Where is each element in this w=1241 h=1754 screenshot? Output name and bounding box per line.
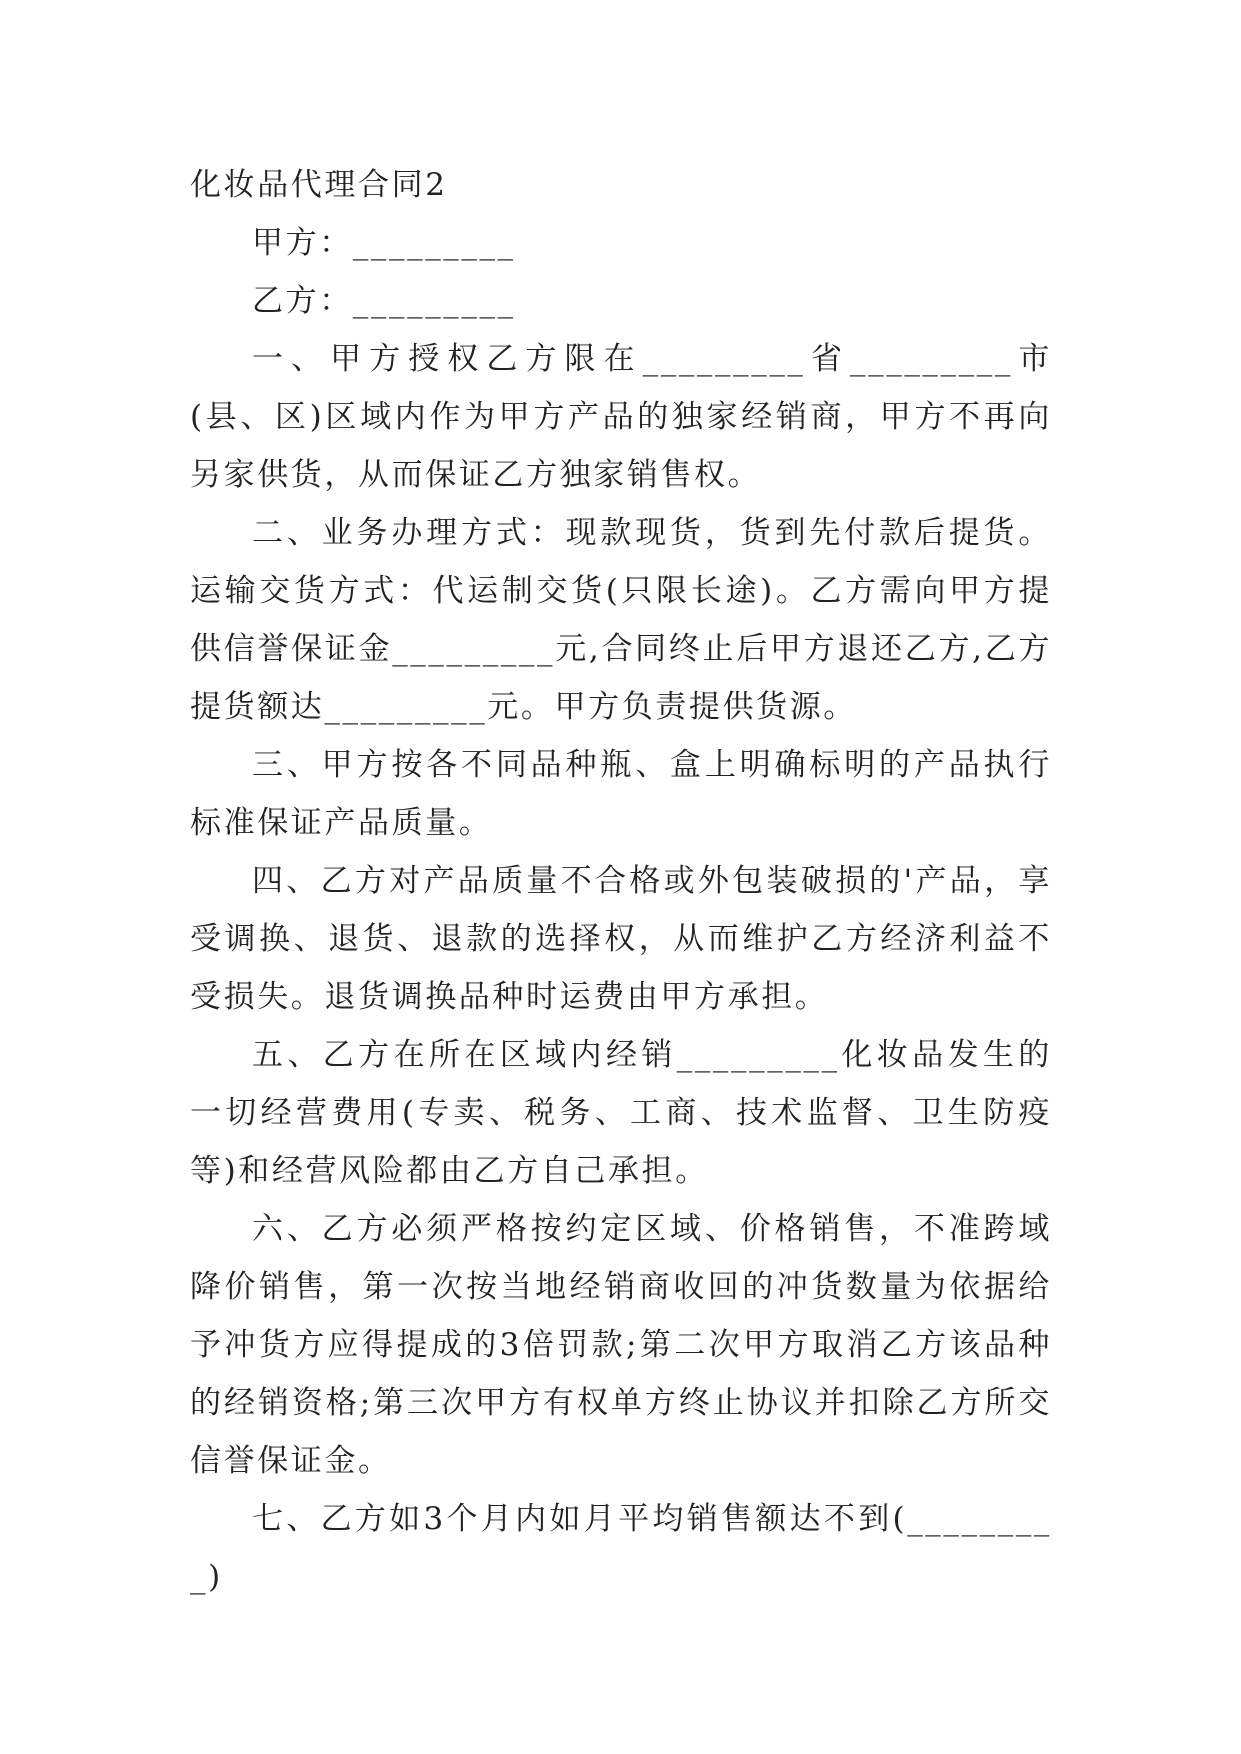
clause-6: 六、乙方必须严格按约定区域、价格销售，不准跨域降价销售，第一次按当地经销商收回的冲货数量为依据给予冲货方应得提成的3倍罚款;第二次甲方取消乙方该品种的经销资格;第三次甲方有权单方终止协议并扣除乙方所交信誉保证金。 <box>190 1211 1052 1479</box>
party-a-line: 甲方：_________ <box>252 225 516 261</box>
clause-3: 三、甲方按各不同品种瓶、盒上明确标明的产品执行标准保证产品质量。 <box>190 747 1052 841</box>
clause-7: 七、乙方如3个月内如月平均销售额达不到(_________) <box>190 1501 1052 1595</box>
clause-2: 二、业务办理方式：现款现货，货到先付款后提货。运输交货方式：代运制交货(只限长途)。乙方需向甲方提供信誉保证金_________元,合同终止后甲方退还乙方,乙方提货额达_________元。甲方负责提供货源。 <box>190 515 1052 725</box>
document-title: 化妆品代理合同2 <box>190 167 448 203</box>
clause-1: 一、甲方授权乙方限在_________省_________市(县、区)区域内作为甲方产品的独家经销商，甲方不再向另家供货，从而保证乙方独家销售权。 <box>190 341 1052 493</box>
party-b-line: 乙方：_________ <box>252 283 516 319</box>
clause-4: 四、乙方对产品质量不合格或外包装破损的'产品，享受调换、退货、退款的选择权，从而维护乙方经济利益不受损失。退货调换品种时运费由甲方承担。 <box>190 863 1052 1015</box>
document-body <box>190 156 1052 1606</box>
clause-5: 五、乙方在所在区域内经销_________化妆品发生的一切经营费用(专卖、税务、工商、技术监督、卫生防疫等)和经营风险都由乙方自己承担。 <box>190 1037 1052 1189</box>
